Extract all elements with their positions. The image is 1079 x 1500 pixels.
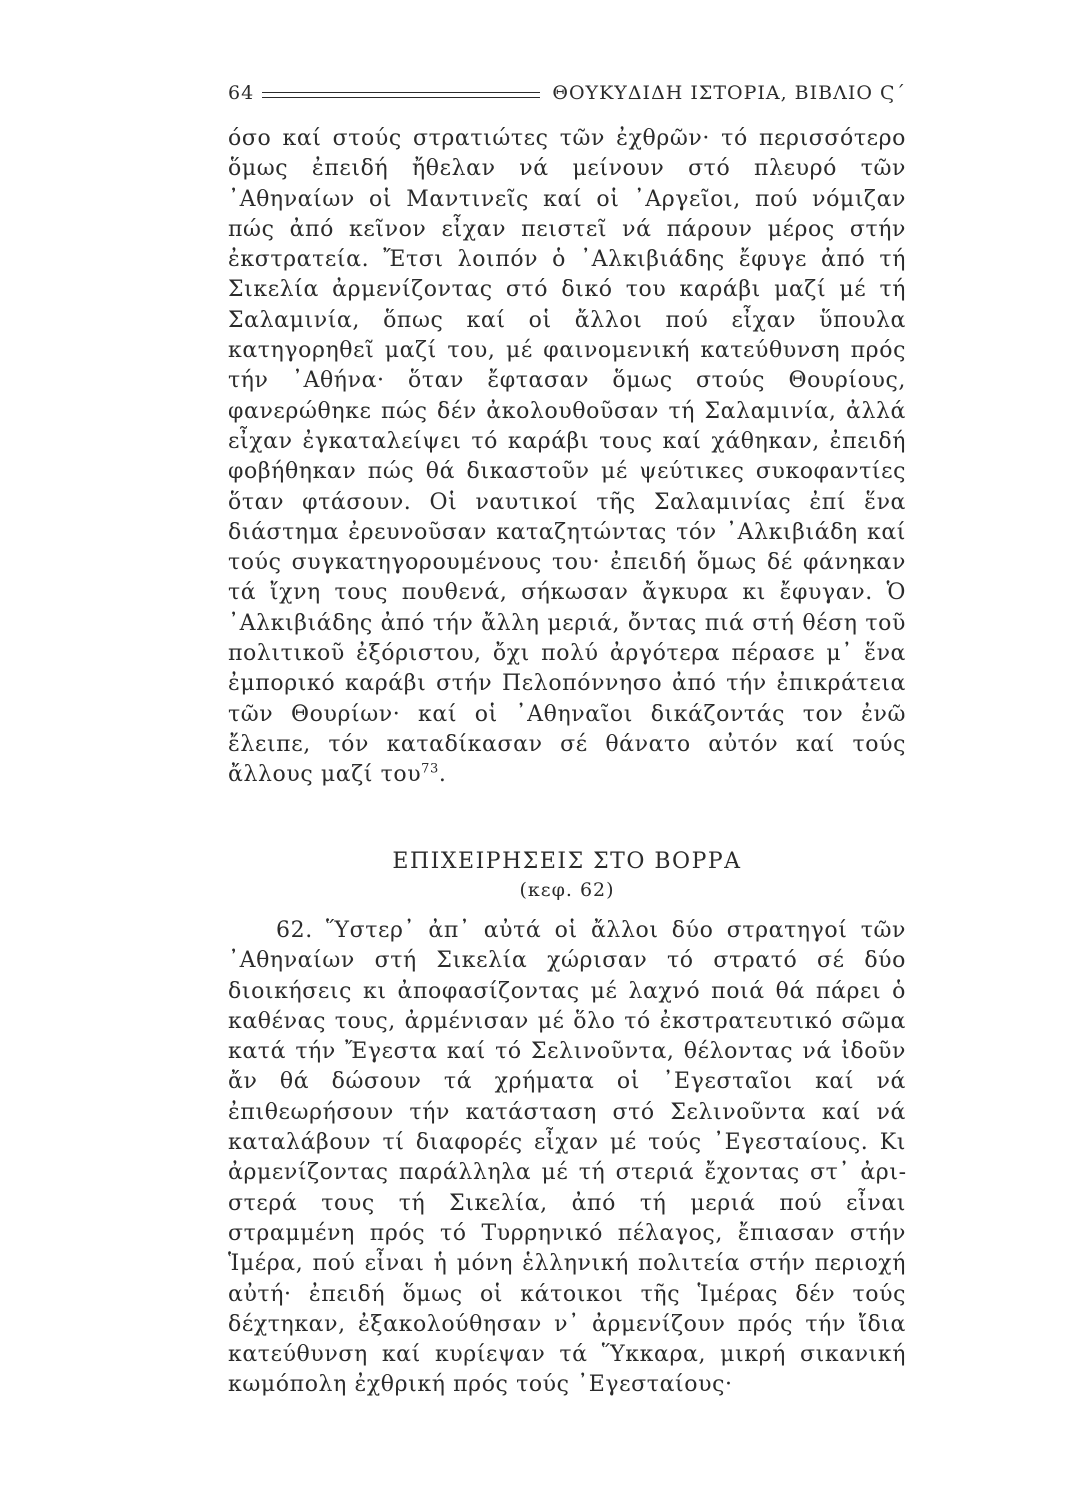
section-heading-block bbox=[228, 847, 906, 903]
footnote-reference: 73 bbox=[421, 761, 439, 777]
section-heading: ΕΠΙΧΕΙΡΗΣΕΙΣ ΣΤΟ ΒΟΡΡΑ bbox=[392, 849, 742, 874]
running-head bbox=[228, 78, 906, 108]
header-rule bbox=[262, 92, 540, 98]
page-number: 64 bbox=[228, 82, 255, 104]
paragraph-text: όσο καί στούς στρατιώτες τῶν ἐχθρῶν· τό περισσότερο ὅμως ἐπειδή ἤθελαν νά μείνουν στό πλευρό τῶν ᾿Αθηναίων οἱ Μαντινεῖς καί οἱ ᾿Αργεῖοι, πού νόμιζαν πώς ἀπό κεῖνον εἶχαν πειστεῖ νά πάρουν μέρος στήν ἐκστρατεία. Ἔτσι λοιπόν ὁ ᾿Αλκιβιάδης ἔφυγε ἀπό τή Σικελία ἀρμενίζοντας στό δικό του καράβι μαζί μέ τή Σαλαμινία, ὅπως καί οἱ ἄλλοι πού εἶχαν ὕπουλα κατηγορηθεῖ μαζί του, μέ φαινομενική κατεύθυνση πρός τήν ᾿Αθήνα· ὅταν ἔφτασαν ὅμως στούς Θουρίους, φανερώθηκε πώς δέν ἀκολουθοῦσαν τή Σαλαμινία, ἀλλά εἶχαν ἐγκαταλείψει τό καράβι τους καί χάθηκαν, ἐπειδή φοβήθηκαν πώς θά δικαστοῦν μέ ψεύτικες συκοφαντίες ὅταν φτάσουν. Οἱ ναυτικοί τῆς Σαλαμινίας ἐπί ἕνα διάστημα ἐρευνοῦσαν καταζητώντας τόν ᾿Αλκιβιάδη καί τούς συγκατηγορουμένους του· ἐπειδή ὅμως δέ φάνηκαν τά ἴχνη τους πουθενά, σήκωσαν ἄγκυρα κι ἔφυγαν. Ὁ ᾿Αλκιβιάδης ἀπό τήν ἄλλη μεριά, ὄντας πιά στή θέση τοῦ πολιτικοῦ ἐξόριστου, ὄχι πολύ ἀργότερα πέρασε μ᾿ ἕνα ἐμπορικό καράβι στήν Πελοπόννησο ἀπό τήν ἐπικράτεια τῶν Θουρίων· καί οἱ ᾿Αθηναῖοι δικάζοντάς τον ἐνῶ ἔλειπε, τόν καταδίκασαν σέ θάνατο αὐτόν καί τούς ἄλλους μαζί του bbox=[228, 126, 906, 788]
chapter-reference: (κεφ. 62) bbox=[519, 879, 615, 901]
paragraph-end: . bbox=[438, 762, 447, 788]
running-title: ΘΟΥΚΥΔΙΔΗ ΙΣΤΟΡΙΑ, ΒΙΒΛΙΟ Ϛ΄ bbox=[552, 82, 906, 104]
paragraph-chapter-62: 62. Ὕστερ᾿ ἀπ᾿ αὐτά οἱ ἄλλοι δύο στρατηγοί τῶν ᾿Αθηναίων στή Σικελία χώρισαν τό στρατό σέ δύο διοικήσεις κι ἀποφασίζοντας μέ λαχνό ποιά θά πάρει ὁ καθένας τους, ἀρμένισαν μέ ὅλο τό ἐκστρατευτικό σῶμα κατά τήν Ἔγεστα καί τό Σελινοῦντα, θέλοντας νά ἰδοῦν ἄν θά δώσουν τά χρήματα οἱ ᾿Εγεσταῖοι καί νά ἐπιθεωρήσουν τήν κατάσταση στό Σελινοῦντα καί νά καταλάβουν τί διαφορές εἶχαν μέ τούς ᾿Εγεσταίους. Κι ἀρμενίζοντας παράλληλα μέ τή στεριά ἔχοντας στ᾿ ἀριστερά τους τή Σικελία, ἀπό τή μεριά πού εἶναι στραμμένη πρός τό Τυρρηνικό πέλαγος, ἔπιασαν στήν Ἱμέρα, πού εἶναι ἡ μόνη ἑλληνική πολιτεία στήν περιοχή αὐτή· ἐπειδή ὅμως οἱ κάτοικοι τῆς Ἱμέρας δέν τούς δέχτηκαν, ἐξακολούθησαν ν᾿ ἀρμενίζουν πρός τήν ἴδια κατεύθυνση καί κυρίεψαν τά Ὕκκαρα, μικρή σικανική κωμόπολη ἐχθρική πρός τούς ᾿Εγεσταίους· bbox=[228, 918, 906, 1398]
paragraph-continuation bbox=[228, 124, 906, 791]
